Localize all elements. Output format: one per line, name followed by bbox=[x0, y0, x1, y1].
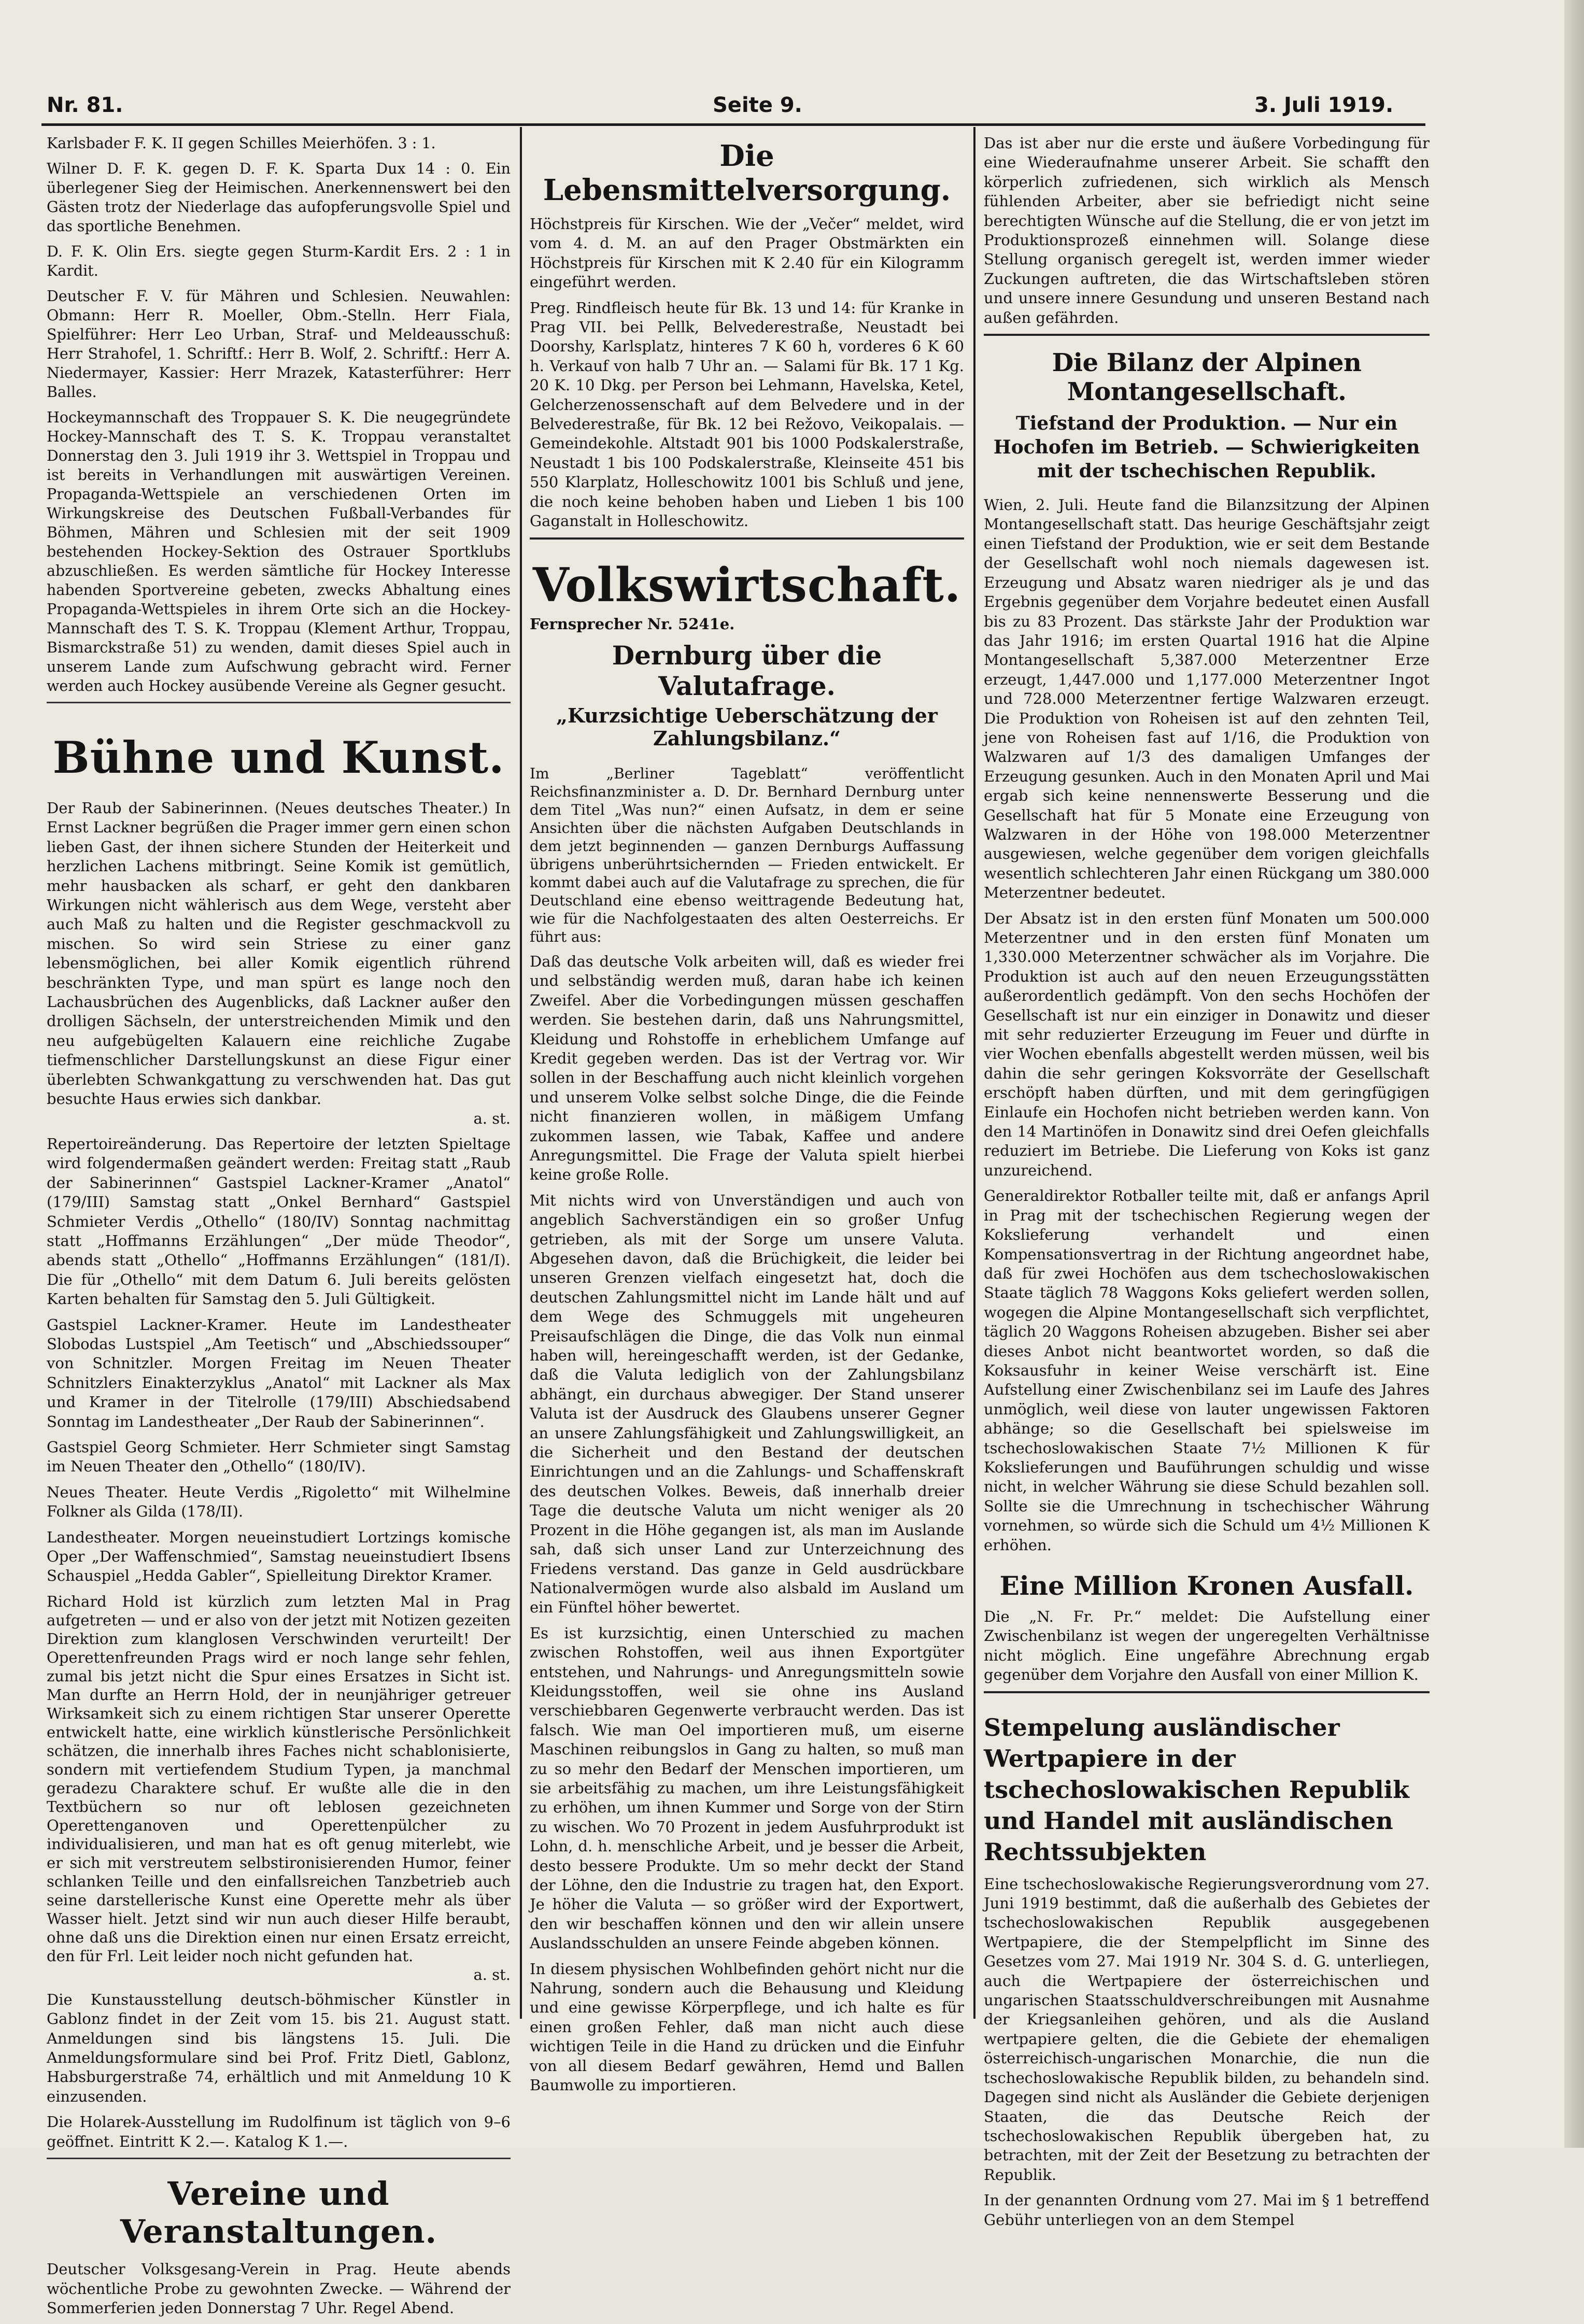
sports-item: Karlsbader F. K. II gegen Schilles Meierhöfen. 3 : 1. bbox=[47, 135, 436, 152]
issue-number: Nr. 81. bbox=[47, 93, 123, 117]
sports-item: Deutscher F. V. für Mähren und Schlesien. Neuwahlen: Obmann: Herr R. Moeller, Obm.-Stelln. Herr Fiala, Spielführer: Herr Leo Urban, Straf- und Meldeausschuß: Herr Strahofel, 1. Schriftf.: Herr B. Wolf, 2. Schriftf.: Herr A. Niedermayer, Kassier: Herr Mrazek, Katasterführer: Herr Balles. bbox=[47, 288, 511, 401]
article-paragraph: Die Kunstausstellung deutsch-böhmischer Künstler in Gablonz findet in der Zeit vom 15. bis 21. August statt. Anmeldungen sind bis längstens 15. Juli. Die Anmeldungsformulare sind bei Prof. Fritz Dietl, Gablonz, Habsburgerstraße 74, erhältlich und mit Anmeldung 10 K einzusenden. bbox=[47, 1990, 511, 2105]
section-rule bbox=[984, 334, 1430, 336]
sports-item: Hockeymannschaft des Troppauer S. K. Die neugegründete Hockey-Mannschaft des T. S. K. Troppau veranstaltet Donnerstag den 3. Juli 1919 ihr 3. Wettspiel in Troppau und ist bereits in Verhandlungen mit auswärtigen Vereinen. Propaganda-Wettspiele an verschiedenen Orten im Wirkungskreise des Deutschen Fußball-Verbandes für Böhmen, Mähren und Schlesien mit der seit 1909 bestehenden Hockey-Sektion des Ostrauer Sportklubs abzuschließen. Es werden sämtliche für Hockey Interesse habenden Sportvereine gebeten, zwecks Abhaltung eines Propaganda-Wettspieles in ihrem Orte sich an die Hockey-Mannschaft des T. S. K. Troppau (Klement Arthur, Troppau, Bismarckstraße 51) zu wenden, damit dieses Spiel auch in unserem Lande zum Aufschwung gebracht wird. Ferner werden auch Hockey ausübende Vereine als Gegner gesucht. bbox=[47, 409, 511, 695]
article-paragraph: Deutscher Volksgesang-Verein in Prag. Heute abends wöchentliche Probe zu gewohnten Zwecke. — Während der Sommerferien jeden Donnerstag 7 Uhr. Regel Abend. bbox=[47, 2260, 511, 2317]
buehne-und-kunst-heading: Bühne und Kunst. bbox=[52, 732, 505, 783]
sports-section bbox=[47, 134, 511, 696]
section-rule bbox=[47, 2158, 511, 2159]
author-sign: a. st. bbox=[473, 1965, 511, 1983]
lebensmittel-heading: Die Lebensmittelversorgung. bbox=[543, 139, 951, 207]
column-divider-1 bbox=[520, 127, 522, 2019]
article-paragraph: Die Holarek-Ausstellung im Rudolfinum ist täglich von 9–6 geöffnet. Eintritt K 2.—. Katalog K 1.—. bbox=[47, 2113, 511, 2150]
stempelung-heading: Stempelung ausländischer Wertpapiere in der tschechoslowakischen Republik und Handel mit ausländischen Rechtssubjekten bbox=[984, 1713, 1409, 1866]
article-paragraph: Daß das deutsche Volk arbeiten will, daß es wieder frei und selbständig werden muß, daran habe ich keinen Zweifel. Aber die Vorbedingungen müssen geschaffen werden. Sie bestehen darin, daß uns Nahrungsmittel, Kleidung und Rohstoffe in erheblichem Umfange auf Kredit gegeben werden. Das ist der Vertrag vor. Wir sollen in der Beschaffung auch nicht kleinlich vorgehen und unserem Volke selbst solche Dinge, die die Feinde nicht finanzieren wollen, in mäßigem Umfang zukommen lassen, wie Tabak, Kaffee und andere Anregungsmittel. Die Frage der Valuta spielt hierbei keine große Rolle. bbox=[530, 952, 964, 1184]
sports-item: D. F. K. Olin Ers. siegte gegen Sturm-Kardit Ers. 2 : 1 in Kardit. bbox=[47, 243, 511, 279]
article-paragraph bbox=[47, 1592, 511, 1984]
article-paragraph: Wien, 2. Juli. Heute fand die Bilanzsitzung der Alpinen Montangesellschaft statt. Das heurige Geschäftsjahr zeigt einen Tiefstand der Produktion, wie er seit dem Bestande der Gesellschaft wohl noch niemals dagewesen ist. Erzeugung und Absatz waren niedriger als je und das Ergebnis gegenüber dem Vorjahre bedeutet einen Ausfall bis zu 83 Prozent. Das stärkste Jahr der Produktion war das Jahr 1916; im ersten Quartal 1916 hat die Alpine Montangesellschaft 5,387.000 Meterzentner Erze erzeugt, 1,447.000 und 1,177.000 Meterzentner Ingot und 728.000 Meterzentner fertige Walzwaren erzeugt. Die Produktion von Roheisen ist auf den zehnten Teil, jene von Roheisen fast auf 1/16, die Produktion von Walzwaren auf 1/3 des damaligen Umfanges der Erzeugung gesunken. Auch in den Monaten April und Mai ergab sich keine nennenswerte Besserung und die Gesellschaft hat für 5 Monate eine Erzeugung von Walzwaren in der Höhe von 198.000 Meterzentner ausgewiesen, welche gegenüber dem vorigen gleichfalls wesentlich schlechteren Jahr einen Rückgang um 380.000 Meterzentner bedeutet. bbox=[984, 496, 1430, 902]
article-paragraph: Generaldirektor Rotballer teilte mit, daß er anfangs April in Prag mit der tschechischen Regierung wegen der Kokslieferung verhandelt und einen Kompensationsvertrag in der Richtung angeordnet habe, daß für zwei Hochöfen aus dem tschechoslowakischen Staate täglich 78 Waggons Koks geliefert werden sollen, wogegen die Alpine Montangesellschaft sich verpflichtet, täglich 20 Waggons Roheisen abzugeben. Bisher sei aber dieses Anbot nicht beantwortet worden, so daß die Koksausfuhr in keiner Weise verschärft ist. Eine Aufstellung einer Zwischenbilanz sei im Laufe des Jahres unmöglich, weil diese von lauter ungewissen Faktoren abhänge; so die Gesellschaft bei spielsweise im tschechoslowakischen Staate 7½ Millionen K für Kokslieferungen und Bauführungen schuldig und wisse nicht, in welcher Währung sie diese Schuld bezahlen soll. Sollte sie die Umrechnung in tschechischer Währung vornehmen, so würde sich die Schuld um 4½ Millionen K erhöhen. bbox=[984, 1187, 1430, 1554]
article-paragraph: Landestheater. Morgen neueinstudiert Lortzings komische Oper „Der Waffenschmied“, Samstag neueinstudiert Ibsens Schauspiel „Hedda Gabler“, Spielleitung Direktor Kramer. bbox=[47, 1528, 511, 1585]
vereine-heading: Vereine und Veranstaltungen. bbox=[120, 2175, 437, 2251]
volkswirtschaft-heading: Volkswirtschaft. bbox=[532, 557, 961, 613]
section-rule bbox=[47, 702, 511, 703]
section-rule bbox=[984, 1691, 1430, 1693]
article-paragraph: Die „N. Fr. Pr.“ meldet: Die Aufstellung einer Zwischenbilanz ist wegen der ungeregelten Verhältnisse nicht möglich. Eine ungefähre Abrechnung ergab gegenüber dem Vorjahre den Ausfall von einer Million K. bbox=[984, 1608, 1430, 1684]
article-paragraph: Eine tschechoslowakische Regierungsverordnung vom 27. Juni 1919 bestimmt, daß die außerhalb des Gebietes der tschechoslowakischen Republik ausgegebenen Wertpapiere, die der Stempelpflicht im Sinne des Gesetzes vom 27. Mai 1919 Nr. 304 S. d. G. unterliegen, auch die Wertpapiere der österreichischen und ungarischen Staatsschuldverschreibungen mit Ausnahme der Kriegsanleihen gehören, und als die Ausland wertpapiere gelten, die die Gebiete der ehemaligen österreichisch-ungarischen Monarchie, die nun die tschechoslowakische Republik bilden, zu behandeln sind. Dagegen sind nicht als Ausländer die Gebiete derjenigen Staaten, die das Deutsche Reich der tschechoslowakischen Republik übergeben hat, zu betrachten, mit der Zeit der Besetzung zu betrachten der Republik. bbox=[984, 1875, 1430, 2184]
article-paragraph: Das ist aber nur die erste und äußere Vorbedingung für eine Wiederaufnahme unserer Arbeit. Sie schafft den körperlich zufriedenen, sich wirklich als Mensch fühlenden Arbeiter, aber sie befriedigt nicht seine berechtigten Wünsche auf die Stellung, die er von jetzt im Produktionsprozeß einnehmen will. Solange diese Stellung organisch geregelt ist, werden immer wieder Zuckungen auftreten, die das Wirtschaftsleben stören und unsere innere Gesundung und unseren Bestand nach außen gefährden. bbox=[984, 134, 1430, 327]
page-number: Seite 9. bbox=[713, 93, 802, 117]
page-header bbox=[47, 78, 1420, 124]
article-paragraph: Neues Theater. Heute Verdis „Rigoletto“ mit Wilhelmine Folkner als Gilda (178/II). bbox=[47, 1483, 511, 1521]
article-paragraph: In der genannten Ordnung vom 27. Mai im § 1 betreffend Gebühr unterliegen von an dem Stempel bbox=[984, 2191, 1430, 2229]
article-paragraph: Es ist kurzsichtig, einen Unterschied zu machen zwischen Rohstoffen, weil aus ihnen Exportgüter entstehen, und Nahrungs- und Anregungsmitteln sowie Kleidungsstoffen, weil sie ohne ins Ausland verschiebbaren Gegenwerte verbraucht werden. Das ist falsch. Wie man Oel importieren muß, um eiserne Maschinen reibungslos in Gang zu halten, so muß man zu so mehr den Bedarf der Menschen importieren, um sie arbeitsfähig zu machen, um ihre Leistungsfähigkeit zu erhöhen, um ihnen Kummer und Sorge von der Stirn zu wischen. Wo 70 Prozent in jedem Ausfuhrprodukt ist Lohn, d. h. menschliche Arbeit, und je besser die Arbeit, desto bessere Produkte. Um so mehr deckt der Stand der Löhne, den die Industrie zu tragen hat, den Export. Je höher die Valuta — so größer wird der Exportwert, den wir beschaffen können und den wir allein unsere Auslandsschulden an unsere Feinde abgeben können. bbox=[530, 1624, 964, 1952]
issue-date: 3. Juli 1919. bbox=[1254, 93, 1394, 117]
article-paragraph: Gastspiel Lackner-Kramer. Heute im Landestheater Slobodas Lustspiel „Am Teetisch“ und „Abschiedssouper“ von Schnitzler. Morgen Freitag im Neuen Theater Schnitzlers Einakterzyklus „Anatol“ mit Lackner als Max und Kramer in der Titelrolle (179/III) Abschiedsabend Sonntag im Landestheater „Der Raub der Sabinerinnen“. bbox=[47, 1315, 511, 1430]
right-column bbox=[984, 134, 1430, 2236]
article-paragraph bbox=[47, 799, 511, 1128]
article-paragraph: Repertoireänderung. Das Repertoire der letzten Spieltage wird folgendermaßen geändert werden: Freitag statt „Raub der Sabinerinnen“ Gastspiel Lackner-Kramer „Anatol“ (179/III) Samstag statt „Onkel Bernhard“ Gastspiel Schmieter Verdis „Othello“ (180/IV) Sonntag nachmittag statt „Hoffmanns Erzählungen“ „Der müde Theodor“, abends statt „Othello“ „Hoffmanns Erzählungen“ (181/I). Die für „Othello“ mit dem Datum 6. Juli bereits gelösten Karten behalten für Samstag den 5. Juli Gültigkeit. bbox=[47, 1135, 511, 1308]
left-column bbox=[47, 134, 511, 2324]
sports-item: Wilner D. F. K. gegen D. F. K. Sparta Dux 14 : 0. Ein überlegener Sieg der Heimischen. Anerkennenswert bei den Gästen trotz der Niederlage das aufopferungsvolle Spiel und das sportliche Benehmen. bbox=[47, 160, 511, 235]
header-rule bbox=[41, 123, 1425, 126]
article-intro: Im „Berliner Tageblatt“ veröffentlicht Reichsfinanzminister a. D. Dr. Bernhard Dernburg unter dem Titel „Was nun?“ einen Aufsatz, in dem er seine Ansichten über die nächsten Aufgaben Deutschlands in dem jetzt beginnenden — ganzen Dernburgs Auffassung übrigens unberührtsichernden — Frieden entwickelt. Er kommt dabei auch auf die Valutafrage zu sprechen, die für Deutschland eine ebenso weittragende Bedeutung hat, wie für die Nachfolgestaaten des alten Oesterreichs. Er führt aus: bbox=[530, 764, 964, 945]
middle-column bbox=[530, 134, 964, 2101]
dernburg-heading: Dernburg über die Valutafrage. bbox=[612, 640, 882, 701]
author-sign: a. st. bbox=[473, 1109, 511, 1127]
article-paragraph: Höchstpreis für Kirschen. Wie der „Večer“ meldet, wird vom 4. d. M. an auf den Prager Obstmärkten ein Höchstpreis für Kirschen mit K 2.40 für ein Kilogramm eingeführt werden. bbox=[530, 215, 964, 291]
article-text: Richard Hold ist kürzlich zum letzten Mal in Prag aufgetreten — und er also von der jetzt mit Notizen gezeiten Direktion zum klanglosen Verschwinden verurteilt! Der Operettenfreunden Prags wird er noch lange sehr fehlen, zumal bis jetzt nicht die Spur eines Ersatzes in Sicht ist. Man durfte an Herrn Hold, der in neunjähriger getreuer Wirksamkeit sich zu einem richtigen Star unserer Operette entwickelt hatte, eine wirklich künstlerische Persönlichkeit schätzen, die innerhalb ihres Faches nicht schablonisierte, sondern mit vertiefendem Studium Typen, ja manchmal geradezu Charaktere schuf. Er wußte alle die in den Textbüchern so nur oft leblosen gezeichneten Operettenganoven und Operettenpülcher zu individualisieren, und man hat es oft genug miterlebt, wie er sich mit verstreutem selbstironisierenden Humor, feiner schlanken Teille und den einfallsreichen Tanzbetrieb auch seine darstellerische Kunst eine Operette mehr als über Wasser hielt. Jetzt sind wir nun auch dieser Hilfe beraubt, ohne daß uns die Direktion einen nur einen Ersatz erreicht, den für Frl. Leit leider noch nicht gefunden hat. bbox=[47, 1592, 511, 1965]
article-text: Der Raub der Sabinerinnen. (Neues deutsches Theater.) In Ernst Lackner begrüßen die Prager immer gern einen schon lieben Gast, der ihnen sichere Stunden der Heiterkeit und herzlichen Lachens mitbringt. Seine Komik ist gemütlich, mehr hausbacken als scharf, er geht den dankbaren Wirkungen nicht wählerisch aus dem Wege, versteht aber auch Maß zu halten und die Register geschmackvoll zu mischen. So wird sein Striese zu einer ganz lebensmöglichen, bei aller Komik eigentlich rührend beschränkten Type, und man spürt es lange noch den Lachausbrüchen des Augenblicks, daß Lackner außer den drolligen Sächseln, der unterstreichenden Mimik und den neu aufgebügelten Kalauern eine reichliche Zugabe tiefmenschlicher Darstellungskunst an diese Figur einer überlebten Schwankgattung zu verschwenden hat. Das gut besuchte Haus erwies sich dankbar. bbox=[47, 799, 511, 1108]
intro-block bbox=[530, 764, 964, 946]
article-paragraph: Gastspiel Georg Schmieter. Herr Schmieter singt Samstag im Neuen Theater den „Othello“ (180/IV). bbox=[47, 1438, 511, 1476]
section-rule bbox=[530, 537, 964, 540]
article-paragraph: Mit nichts wird von Unverständigen und auch von angeblich Sachverständigen ein so großer Unfug getrieben, als mit der Sorge um unsere Valuta. Abgesehen davon, daß die Brüchigkeit, die leider bei unseren Grenzen vielfach eingesetzt hat, doch die deutschen Zahlungsmittel nicht im Lande hält und auf dem Wege des Schmuggels mit ungeheuren Preisaufschlägen die Dinge, die das Volk nun einmal haben will, hereingeschafft werden, ist der Gedanke, daß die Valuta lediglich von der Zahlungsbilanz abhängt, ein durchaus abwegiger. Der Stand unserer Valuta ist der Ausdruck des Glaubens unserer Gegner an unsere Zahlungsfähigkeit und Zahlungswilligkeit, an die Sicherheit und den Bestand der deutschen Einrichtungen und an die Zahlungs- und Schaffenskraft des deutschen Volkes. Beweis, daß innerhalb dreier Tage die deutsche Valuta um nicht weniger als 20 Prozent in die Höhe gegangen ist, als man im Auslande sah, daß sich unser Land zur Unterzeichnung des Friedens verstand. Das ganze in Geld ausdrückbare Nationalvermögen wurde also alsbald im Ausland um ein Fünftel höher bewertet. bbox=[530, 1191, 964, 1617]
bilanz-subheading: Tiefstand der Produktion. — Nur ein Hochofen im Betrieb. — Schwierigkeiten mit der tschechischen Republik. bbox=[993, 413, 1420, 483]
article-paragraph: Preg. Rindfleisch heute für Bk. 13 und 14: für Kranke in Prag VII. bei Pellk, Belvederestraße, Neustadt bei Doorshy, Karlsplatz, hinteres 7 K 60 h, vorderes 6 K 60 h. Verkauf von halb 7 Uhr an. — Salami für Bk. 17 1 Kg. 20 K. 10 Dkg. per Person bei Lehmann, Havelska, Ketel, Gelcherzenossenschaft auf dem Belvedere und in der Belvederestraße, für Bk. 12 bei Režovo, Veikopalais. — Gemeindekohle. Altstadt 901 bis 1000 Podskalerstraße, Neustadt 1 bis 100 Podskalerstraße, Kleinseite 451 bis 550 Klarplatz, Holleschowitz 1001 bis Schluß und jene, die noch keine behoben haben und Lieben 1 bis 100 Gaganstalt in Holleschowitz. bbox=[530, 299, 964, 530]
telephone-line: Fernsprecher Nr. 5241e. bbox=[530, 615, 735, 633]
article-paragraph: In diesem physischen Wohlbefinden gehört nicht nur die Nahrung, sondern auch die Behausung und Kleidung und eine gewisse Körperpflege, und ich halte es für einen großen Fehler, daß man nicht auch diese wichtigen Teile in die Hand zu drücken und die Einfuhr von all diesem Bedarf gewähren, Hemd und Ballen Baumwolle zu importieren. bbox=[530, 1960, 964, 2094]
dernburg-subheading: „Kurzsichtige Ueberschätzung der Zahlungsbilanz.“ bbox=[556, 703, 938, 750]
bilanz-heading: Die Bilanz der Alpinen Montangesellschaft. bbox=[1052, 348, 1362, 407]
column-divider-2 bbox=[973, 127, 975, 2019]
page-binding-edge bbox=[1564, 0, 1584, 2148]
million-heading: Eine Million Kronen Ausfall. bbox=[999, 1570, 1414, 1601]
article-paragraph: Der Absatz ist in den ersten fünf Monaten um 500.000 Meterzentner und in den ersten fünf Monaten um 1,330.000 Meterzentner schwächer als im Vorjahre. Die Produktion ist auch auf den neuen Erzeugungsstätten außerordentlich gedämpft. Von den sechs Hochöfen der Gesellschaft ist nur ein einziger in Donawitz und dieser mit sehr reduzierter Erzeugung im Feuer und dürfte in vier Wochen ebenfalls abgestellt werden müssen, weil bis dahin die sehr geringen Koksvorräte der Gesellschaft erschöpft haben dürften, und mit dem geringfügigen Einlaufe ein Hochofen nicht betrieben werden kann. Von den 14 Martinöfen in Donawitz sind drei Oefen gleichfalls reduziert im Betriebe. Die Lieferung von Koks ist ganz unzureichend. bbox=[984, 909, 1430, 1179]
